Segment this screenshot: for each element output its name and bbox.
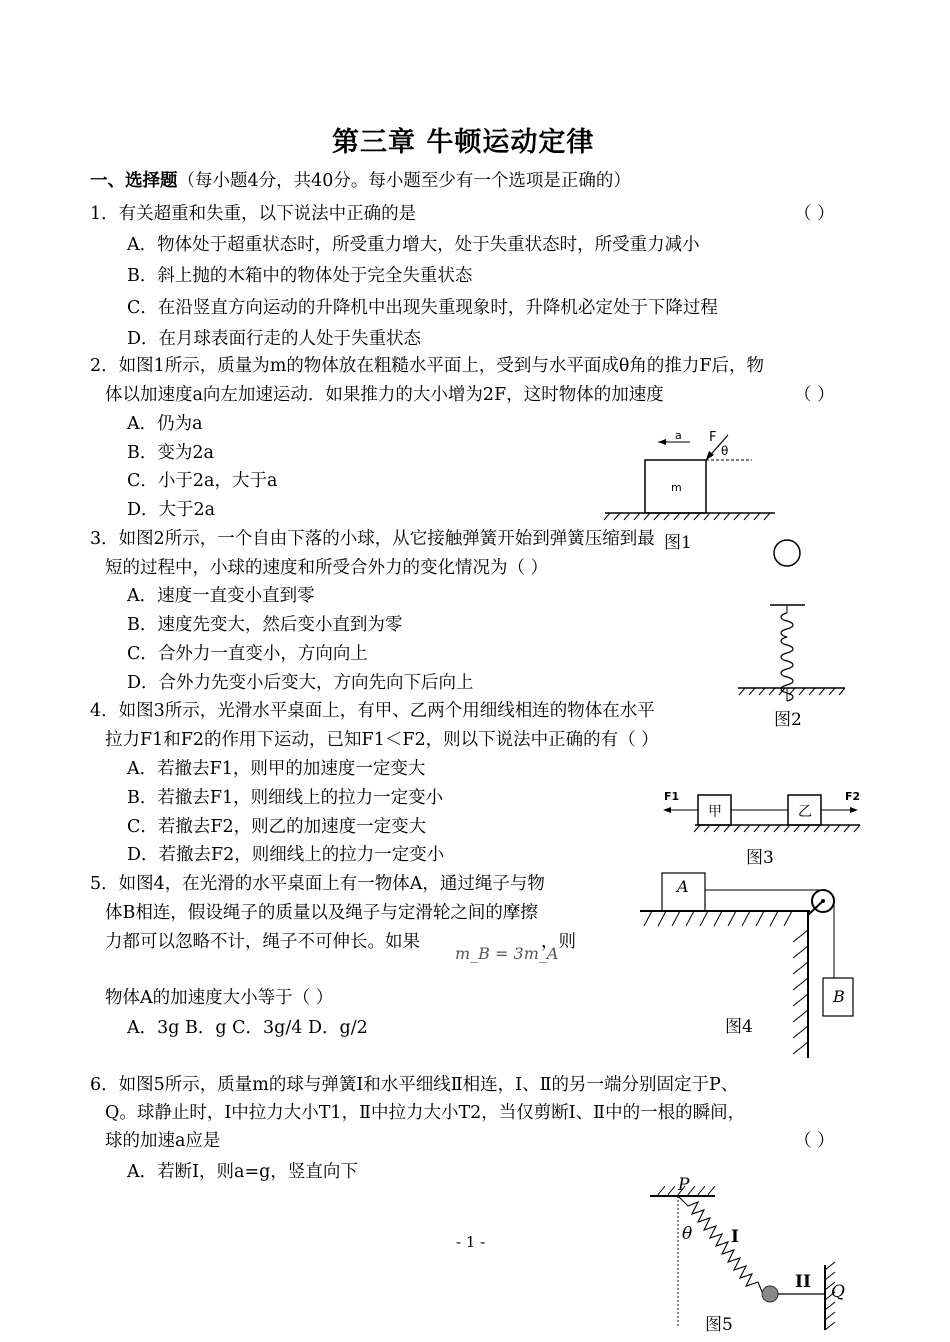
page-number: - 1 - [456, 1233, 486, 1251]
fig3-label-f1: F1 [664, 790, 680, 803]
figure-5 [645, 1170, 855, 1330]
q3-stem-line1: 3．如图2所示，一个自由下落的小球，从它接触弹簧开始到弹簧压缩到最 [90, 529, 655, 549]
fig1-label-m: m [671, 481, 682, 494]
q3-option-b: B．速度先变大，然后变小直到为零 [127, 615, 403, 635]
q5-stem-line2: 体B相连，假设绳子的质量以及绳子与定滑轮之间的摩擦 [105, 903, 538, 923]
q6-stem-line2: Q。球静止时，Ⅰ中拉力大小T1，Ⅱ中拉力大小T2，当仅剪断Ⅰ、Ⅱ中的一根的瞬间， [105, 1103, 746, 1123]
fig4-label-a: A [677, 877, 689, 896]
fig5-caption: 图5 [705, 1315, 733, 1335]
fig1-caption: 图1 [664, 533, 692, 553]
q1-option-b: B．斜上抛的木箱中的物体处于完全失重状态 [127, 266, 473, 286]
figure-2 [735, 538, 850, 698]
q3-option-c: C．合外力一直变小，方向向上 [127, 644, 368, 664]
fig1-label-f: F [709, 430, 717, 445]
q6-option-a: A．若断Ⅰ，则a=g，竖直向下 [127, 1162, 358, 1182]
fig5-label-ii: II [795, 1272, 811, 1292]
fig5-label-q: Q [831, 1282, 845, 1302]
fig3-caption: 图3 [746, 848, 774, 868]
q1-stem: 1．有关超重和失重，以下说法中正确的是 [90, 204, 417, 224]
q6-answer-bracket: （ ） [794, 1131, 835, 1151]
fig5-label-i: I [731, 1227, 739, 1247]
q2-answer-bracket: （ ） [794, 385, 835, 405]
fig3-label-jia: 甲 [708, 804, 722, 820]
fig4-label-b: B [833, 987, 845, 1006]
section-label: 一、选择题 [90, 171, 178, 191]
q6-stem-line1: 6．如图5所示，质量m的球与弹簧Ⅰ和水平细线Ⅱ相连，Ⅰ、Ⅱ的另一端分别固定于P、 [90, 1075, 739, 1095]
q4-option-d: D．若撤去F2，则细线上的拉力一定变小 [127, 845, 445, 865]
fig1-label-theta: θ [721, 444, 729, 458]
fig2-caption: 图2 [774, 710, 802, 730]
q3-option-a: A．速度一直变小直到零 [127, 586, 315, 606]
q2-option-d: D．大于2a [127, 500, 216, 520]
q5-formula: m_B = 3m_A [455, 944, 559, 963]
q4-stem-line1: 4．如图3所示，光滑水平桌面上，有甲、乙两个用细线相连的物体在水平 [90, 701, 655, 721]
q1-option-a: A．物体处于超重状态时，所受重力增大，处于失重状态时，所受重力减小 [127, 235, 700, 255]
q1-answer-bracket: （ ） [794, 204, 835, 224]
q5-options: A．3g B．g C．3g/4 D．g/2 [127, 1018, 368, 1038]
q1-option-c: C．在沿竖直方向运动的升降机中出现失重现象时，升降机必定处于下降过程 [127, 298, 718, 318]
q2-stem-line1: 2．如图1所示，质量为m的物体放在粗糙水平面上，受到与水平面成θ角的推力F后，物 [90, 356, 765, 376]
fig4-caption: 图4 [725, 1017, 753, 1037]
q6-stem-line3: 球的加速a应是 [105, 1131, 221, 1151]
q2-option-a: A．仍为a [127, 414, 203, 434]
fig5-label-p: P [678, 1175, 690, 1195]
q4-option-c: C．若撤去F2，则乙的加速度一定变大 [127, 817, 427, 837]
fig3-label-yi: 乙 [798, 804, 812, 820]
q5-stem-line1: 5．如图4，在光滑的水平桌面上有一物体A，通过绳子与物 [90, 874, 545, 894]
q4-option-a: A．若撤去F1，则甲的加速度一定变大 [127, 759, 426, 779]
q5-stem-line3-tail: ，则 [541, 932, 576, 952]
fig5-label-theta: θ [682, 1224, 693, 1244]
q5-stem-line4: 物体A的加速度大小等于（ ） [105, 988, 334, 1008]
q5-stem-line3: 力都可以忽略不计，绳子不可伸长。如果 [105, 932, 420, 952]
q3-option-d: D．合外力先变小后变大，方向先向下后向上 [127, 673, 474, 693]
q2-option-c: C．小于2a，大于a [127, 471, 278, 491]
fig1-label-a: a [675, 429, 682, 442]
q4-option-b: B．若撤去F1，则细线上的拉力一定变小 [127, 788, 444, 808]
q3-stem-line2: 短的过程中，小球的速度和所受合外力的变化情况为（ ） [105, 558, 549, 578]
q2-option-b: B．变为2a [127, 443, 214, 463]
figure-1 [600, 425, 780, 520]
section-header [90, 170, 631, 192]
fig3-label-f2: F2 [845, 790, 861, 803]
q2-stem-line2: 体以加速度a向左加速运动．如果推力的大小增为2F，这时物体的加速度 [105, 385, 664, 405]
section-note: （每小题4分，共40分。每小题至少有一个选项是正确的） [177, 171, 631, 191]
q1-option-d: D．在月球表面行走的人处于失重状态 [127, 329, 422, 349]
page-title: 第三章 牛顿运动定律 [332, 127, 595, 158]
q4-stem-line2: 拉力F1和F2的作用下运动，已知F1＜F2，则以下说法中正确的有（ ） [105, 730, 659, 750]
figure-3 [660, 785, 865, 835]
